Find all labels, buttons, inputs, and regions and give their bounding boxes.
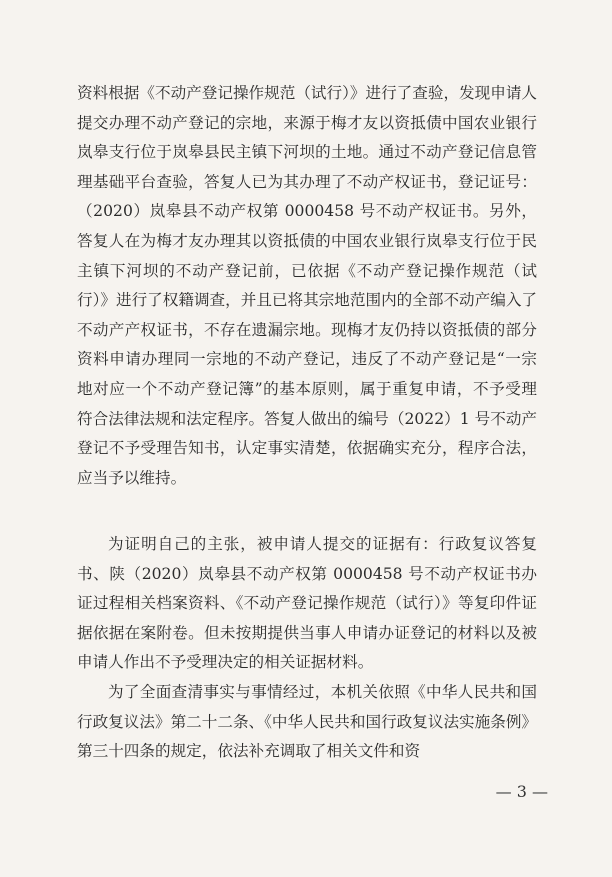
paragraph-text: 为证明自己的主张，被申请人提交的证据有：行政复议答复书、陕（2020）岚皋县不动产权第 0000458 号不动产权证书办证过程相关档案资料、《不动产登记操作规范（试行）》等复印件证据依据在案附卷。但未按期提供当事人申请办证登记的材料以及被申请人作出不予受理决定的相关证据材料。	[77, 535, 537, 672]
page-number: — 3 —	[495, 782, 548, 801]
body-paragraph-3	[77, 678, 537, 767]
paragraph-text: 资料根据《不动产登记操作规范（试行）》进行了查验，发现申请人提交办理不动产登记的宗地，来源于梅才友以资抵债中国农业银行岚皋支行位于岚皋县民主镇下河坝的土地。通过不动产登记信息管理基础平台查验，答复人已为其办理了不动产权证书，登记证号：（2020）岚皋县不动产权第 0000458 号不动产权证书。另外，答复人在为梅才友办理其以资抵债的中国农业银行岚皋支行位于民主镇下河坝的不动产登记前，已依据《不动产登记操作规范（试行）》进行了权籍调查，并且已将其宗地范围内的全部不动产编入了不动产产权证书，不存在遗漏宗地。现梅才友仍持以资抵债的部分资料申请办理同一宗地的不动产登记，违反了不动产登记是“一宗地对应一个不动产登记簿”的基本原则，属于重复申请，不予受理符合法律法规和法定程序。答复人做出的编号（2022）1 号不动产登记不予受理告知书，认定事实清楚，依据确实充分，程序合法，应当予以维持。	[77, 84, 538, 487]
body-paragraph-2	[77, 530, 537, 678]
paragraph-text: 为了全面查清事实与事情经过，本机关依照《中华人民共和国行政复议法》第二十二条、《中华人民共和国行政复议法实施条例》第三十四条的规定，依法补充调取了相关文件和资	[77, 683, 538, 761]
body-paragraph-1	[77, 79, 537, 493]
